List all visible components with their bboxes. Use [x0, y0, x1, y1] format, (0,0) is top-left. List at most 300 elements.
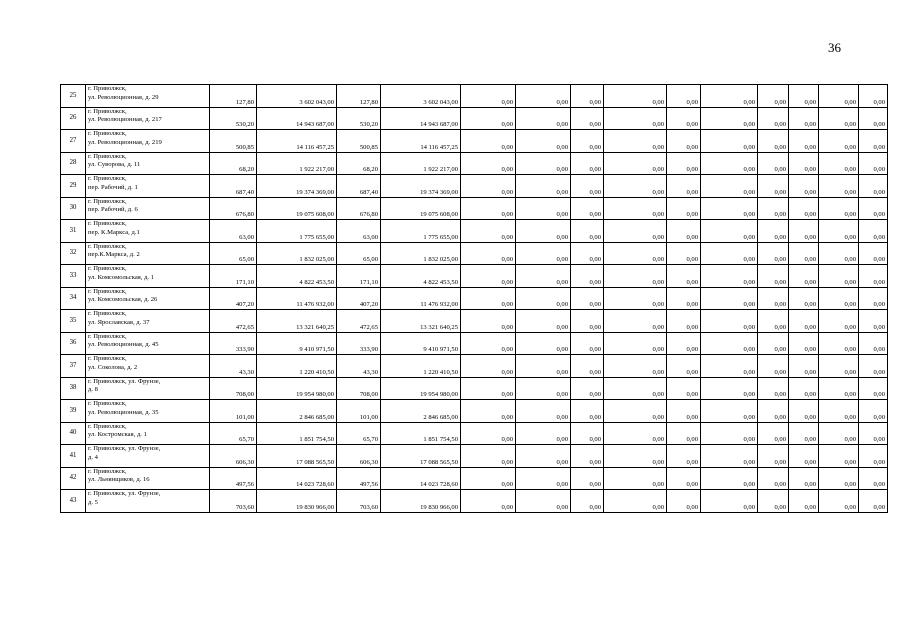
row-number: 42: [61, 467, 86, 490]
value-cell: 0,00: [604, 310, 667, 333]
value-cell: 0,00: [604, 377, 667, 400]
value-cell: 0,00: [859, 310, 888, 333]
cost-cell-2: 2 846 685,00: [381, 400, 461, 423]
value-cell: 0,00: [789, 197, 819, 220]
value-cell: 0,00: [604, 265, 667, 288]
address-line-1: г. Приволжск,: [88, 85, 127, 92]
value-cell: 0,00: [604, 355, 667, 378]
value-cell: 0,00: [819, 175, 859, 198]
table-row: [61, 310, 888, 333]
value-cell: 0,00: [819, 107, 859, 130]
value-cell: 0,00: [758, 197, 789, 220]
table-row: [61, 152, 888, 175]
total-cost-cell: 1 832 025,00: [257, 242, 337, 265]
total-area-cell: 472,65: [210, 310, 257, 333]
area-cell-2: 68,20: [337, 152, 381, 175]
table-row: [61, 332, 888, 355]
address-cell: [86, 310, 210, 333]
value-cell: 0,00: [571, 107, 604, 130]
total-area-cell: 333,90: [210, 332, 257, 355]
value-cell: 0,00: [461, 242, 516, 265]
value-cell: 0,00: [571, 490, 604, 513]
value-cell: 0,00: [516, 445, 571, 468]
area-cell-2: 407,20: [337, 287, 381, 310]
area-cell-2: 703,60: [337, 490, 381, 513]
value-cell: 0,00: [819, 265, 859, 288]
value-cell: 0,00: [604, 467, 667, 490]
row-number: 40: [61, 422, 86, 445]
value-cell: 0,00: [571, 197, 604, 220]
value-cell: 0,00: [667, 197, 701, 220]
value-cell: 0,00: [667, 310, 701, 333]
table-row: [61, 422, 888, 445]
address-line-2: ул. Революционная, д. 217: [88, 116, 162, 124]
value-cell: 0,00: [461, 400, 516, 423]
value-cell: 0,00: [819, 355, 859, 378]
value-cell: 0,00: [701, 467, 758, 490]
address-cell: [86, 242, 210, 265]
value-cell: 0,00: [461, 355, 516, 378]
area-cell-2: 708,00: [337, 377, 381, 400]
address-line-2: д. 8: [88, 386, 98, 394]
total-area-cell: 708,00: [210, 377, 257, 400]
value-cell: 0,00: [667, 400, 701, 423]
total-cost-cell: 17 088 565,50: [257, 445, 337, 468]
table-row: [61, 175, 888, 198]
value-cell: 0,00: [701, 175, 758, 198]
value-cell: 0,00: [667, 107, 701, 130]
value-cell: 0,00: [571, 377, 604, 400]
value-cell: 0,00: [604, 197, 667, 220]
value-cell: 0,00: [516, 130, 571, 153]
value-cell: 0,00: [461, 152, 516, 175]
value-cell: 0,00: [604, 220, 667, 243]
area-cell-2: 333,90: [337, 332, 381, 355]
total-cost-cell: 19 374 369,00: [257, 175, 337, 198]
area-cell-2: 65,00: [337, 242, 381, 265]
cost-cell-2: 1 220 410,50: [381, 355, 461, 378]
value-cell: 0,00: [819, 332, 859, 355]
total-area-cell: 703,60: [210, 490, 257, 513]
value-cell: 0,00: [604, 130, 667, 153]
value-cell: 0,00: [667, 152, 701, 175]
value-cell: 0,00: [819, 467, 859, 490]
address-line-1: г. Приволжск,: [88, 175, 127, 182]
value-cell: 0,00: [571, 287, 604, 310]
value-cell: 0,00: [859, 85, 888, 108]
value-cell: 0,00: [758, 152, 789, 175]
address-cell: [86, 152, 210, 175]
address-line-1: г. Приволжск, ул. Фрунзе,: [88, 445, 161, 452]
area-cell-2: 472,65: [337, 310, 381, 333]
value-cell: 0,00: [461, 85, 516, 108]
cost-cell-2: 13 321 640,25: [381, 310, 461, 333]
value-cell: 0,00: [667, 445, 701, 468]
value-cell: 0,00: [758, 130, 789, 153]
area-cell-2: 687,40: [337, 175, 381, 198]
address-cell: [86, 422, 210, 445]
address-line-1: г. Приволжск,: [88, 130, 127, 137]
value-cell: 0,00: [859, 332, 888, 355]
value-cell: 0,00: [571, 152, 604, 175]
address-line-2: пер. К.Маркса, д.1: [88, 228, 140, 236]
value-cell: 0,00: [758, 220, 789, 243]
value-cell: 0,00: [604, 152, 667, 175]
value-cell: 0,00: [789, 355, 819, 378]
address-line-2: ул. Костромская, д. 1: [88, 431, 147, 439]
value-cell: 0,00: [461, 467, 516, 490]
value-cell: 0,00: [571, 265, 604, 288]
value-cell: 0,00: [571, 355, 604, 378]
area-cell-2: 606,30: [337, 445, 381, 468]
table-row: [61, 355, 888, 378]
value-cell: 0,00: [461, 445, 516, 468]
value-cell: 0,00: [819, 377, 859, 400]
total-cost-cell: 13 321 640,25: [257, 310, 337, 333]
row-number: 28: [61, 152, 86, 175]
value-cell: 0,00: [571, 130, 604, 153]
value-cell: 0,00: [758, 310, 789, 333]
value-cell: 0,00: [819, 287, 859, 310]
total-cost-cell: 14 116 457,25: [257, 130, 337, 153]
value-cell: 0,00: [859, 377, 888, 400]
value-cell: 0,00: [701, 85, 758, 108]
total-area-cell: 68,20: [210, 152, 257, 175]
value-cell: 0,00: [516, 332, 571, 355]
row-number: 33: [61, 265, 86, 288]
value-cell: 0,00: [571, 242, 604, 265]
value-cell: 0,00: [758, 107, 789, 130]
value-cell: 0,00: [701, 310, 758, 333]
value-cell: 0,00: [516, 287, 571, 310]
area-cell-2: 676,80: [337, 197, 381, 220]
address-line-1: г. Приволжск,: [88, 287, 127, 295]
value-cell: 0,00: [667, 332, 701, 355]
value-cell: 0,00: [667, 422, 701, 445]
address-line-2: ул. Ярославская, д. 37: [88, 318, 150, 326]
area-cell-2: 497,56: [337, 467, 381, 490]
total-area-cell: 127,80: [210, 85, 257, 108]
value-cell: 0,00: [516, 310, 571, 333]
value-cell: 0,00: [819, 490, 859, 513]
value-cell: 0,00: [571, 467, 604, 490]
address-cell: [86, 445, 210, 468]
value-cell: 0,00: [701, 332, 758, 355]
address-line-2: ул. Льнянщиков, д. 16: [88, 476, 150, 484]
total-area-cell: 676,80: [210, 197, 257, 220]
address-cell: [86, 130, 210, 153]
value-cell: 0,00: [789, 490, 819, 513]
value-cell: 0,00: [859, 355, 888, 378]
value-cell: 0,00: [758, 467, 789, 490]
value-cell: 0,00: [461, 107, 516, 130]
table-row: [61, 197, 888, 220]
row-number: 25: [61, 85, 86, 108]
value-cell: 0,00: [819, 197, 859, 220]
area-cell-2: 43,30: [337, 355, 381, 378]
area-cell-2: 171,10: [337, 265, 381, 288]
cost-cell-2: 19 830 966,00: [381, 490, 461, 513]
value-cell: 0,00: [859, 220, 888, 243]
value-cell: 0,00: [859, 130, 888, 153]
value-cell: 0,00: [461, 220, 516, 243]
value-cell: 0,00: [667, 287, 701, 310]
value-cell: 0,00: [789, 130, 819, 153]
value-cell: 0,00: [701, 490, 758, 513]
total-area-cell: 687,40: [210, 175, 257, 198]
value-cell: 0,00: [571, 175, 604, 198]
value-cell: 0,00: [701, 265, 758, 288]
buildings-table: [60, 84, 888, 513]
cost-cell-2: 14 116 457,25: [381, 130, 461, 153]
value-cell: 0,00: [758, 377, 789, 400]
total-cost-cell: 1 220 410,50: [257, 355, 337, 378]
area-cell-2: 127,80: [337, 85, 381, 108]
value-cell: 0,00: [571, 220, 604, 243]
address-line-1: г. Приволжск,: [88, 310, 127, 317]
table-row: [61, 467, 888, 490]
address-line-2: ул. Революционная, д. 29: [88, 93, 159, 101]
total-cost-cell: 1 922 217,00: [257, 152, 337, 175]
value-cell: 0,00: [859, 197, 888, 220]
total-cost-cell: 14 943 687,00: [257, 107, 337, 130]
value-cell: 0,00: [667, 355, 701, 378]
value-cell: 0,00: [758, 242, 789, 265]
address-cell: [86, 220, 210, 243]
table-row: [61, 130, 888, 153]
total-cost-cell: 9 410 971,50: [257, 332, 337, 355]
total-area-cell: 65,70: [210, 422, 257, 445]
value-cell: 0,00: [516, 107, 571, 130]
address-line-1: г. Приволжск,: [88, 467, 127, 475]
total-cost-cell: 11 476 932,00: [257, 287, 337, 310]
total-area-cell: 63,00: [210, 220, 257, 243]
value-cell: 0,00: [667, 220, 701, 243]
value-cell: 0,00: [819, 152, 859, 175]
value-cell: 0,00: [461, 175, 516, 198]
value-cell: 0,00: [516, 400, 571, 423]
total-cost-cell: 4 822 453,50: [257, 265, 337, 288]
address-cell: [86, 377, 210, 400]
value-cell: 0,00: [789, 220, 819, 243]
area-cell-2: 63,00: [337, 220, 381, 243]
value-cell: 0,00: [516, 85, 571, 108]
cost-cell-2: 3 602 043,00: [381, 85, 461, 108]
value-cell: 0,00: [604, 242, 667, 265]
value-cell: 0,00: [789, 152, 819, 175]
value-cell: 0,00: [604, 287, 667, 310]
address-line-2: д. 5: [88, 498, 98, 506]
address-line-1: г. Приволжск,: [88, 107, 127, 115]
cost-cell-2: 14 023 728,60: [381, 467, 461, 490]
address-line-2: пер. Рабочий, д. 1: [88, 183, 138, 191]
value-cell: 0,00: [819, 310, 859, 333]
row-number: 34: [61, 287, 86, 310]
cost-cell-2: 19 075 608,00: [381, 197, 461, 220]
total-cost-cell: 19 830 966,00: [257, 490, 337, 513]
value-cell: 0,00: [571, 400, 604, 423]
value-cell: 0,00: [701, 220, 758, 243]
cost-cell-2: 1 851 754,50: [381, 422, 461, 445]
address-cell: [86, 265, 210, 288]
value-cell: 0,00: [819, 85, 859, 108]
total-area-cell: 500,85: [210, 130, 257, 153]
value-cell: 0,00: [789, 85, 819, 108]
table-row: [61, 490, 888, 513]
value-cell: 0,00: [789, 265, 819, 288]
address-line-2: ул. Суворова, д. 11: [88, 161, 141, 169]
table-row: [61, 85, 888, 108]
value-cell: 0,00: [461, 130, 516, 153]
value-cell: 0,00: [758, 287, 789, 310]
area-cell-2: 530,20: [337, 107, 381, 130]
value-cell: 0,00: [571, 422, 604, 445]
address-line-2: д. 4: [88, 453, 98, 461]
value-cell: 0,00: [859, 445, 888, 468]
total-cost-cell: 1 851 754,50: [257, 422, 337, 445]
value-cell: 0,00: [819, 242, 859, 265]
value-cell: 0,00: [604, 175, 667, 198]
address-line-1: г. Приволжск,: [88, 242, 127, 250]
value-cell: 0,00: [516, 490, 571, 513]
value-cell: 0,00: [461, 265, 516, 288]
cost-cell-2: 19 954 980,00: [381, 377, 461, 400]
table-row: [61, 287, 888, 310]
cost-cell-2: 9 410 971,50: [381, 332, 461, 355]
cost-cell-2: 14 943 687,00: [381, 107, 461, 130]
value-cell: 0,00: [701, 242, 758, 265]
value-cell: 0,00: [516, 197, 571, 220]
row-number: 43: [61, 490, 86, 513]
total-cost-cell: 1 775 655,00: [257, 220, 337, 243]
total-area-cell: 497,56: [210, 467, 257, 490]
value-cell: 0,00: [859, 467, 888, 490]
total-area-cell: 606,30: [210, 445, 257, 468]
value-cell: 0,00: [571, 332, 604, 355]
value-cell: 0,00: [819, 220, 859, 243]
table-row: [61, 445, 888, 468]
address-line-1: г. Приволжск, ул. Фрунзе,: [88, 377, 161, 385]
table-row: [61, 377, 888, 400]
address-line-2: ул. Комсомольская, д. 26: [88, 296, 158, 304]
value-cell: 0,00: [604, 85, 667, 108]
value-cell: 0,00: [859, 152, 888, 175]
total-cost-cell: 14 023 728,60: [257, 467, 337, 490]
total-cost-cell: 3 602 043,00: [257, 85, 337, 108]
value-cell: 0,00: [701, 107, 758, 130]
value-cell: 0,00: [758, 265, 789, 288]
value-cell: 0,00: [604, 332, 667, 355]
address-line-1: г. Приволжск, ул. Фрунзе,: [88, 490, 161, 497]
row-number: 26: [61, 107, 86, 130]
value-cell: 0,00: [758, 355, 789, 378]
address-line-2: ул. Революционная, д. 45: [88, 341, 159, 349]
value-cell: 0,00: [859, 400, 888, 423]
value-cell: 0,00: [516, 467, 571, 490]
value-cell: 0,00: [516, 265, 571, 288]
value-cell: 0,00: [789, 287, 819, 310]
value-cell: 0,00: [789, 175, 819, 198]
address-cell: [86, 175, 210, 198]
value-cell: 0,00: [571, 445, 604, 468]
value-cell: 0,00: [667, 377, 701, 400]
table-row: [61, 400, 888, 423]
value-cell: 0,00: [667, 130, 701, 153]
address-cell: [86, 332, 210, 355]
total-area-cell: 171,10: [210, 265, 257, 288]
row-number: 36: [61, 332, 86, 355]
value-cell: 0,00: [461, 310, 516, 333]
value-cell: 0,00: [701, 377, 758, 400]
value-cell: 0,00: [859, 490, 888, 513]
address-line-1: г. Приволжск,: [88, 152, 127, 160]
table-row: [61, 242, 888, 265]
value-cell: 0,00: [758, 422, 789, 445]
cost-cell-2: 1 922 217,00: [381, 152, 461, 175]
value-cell: 0,00: [758, 175, 789, 198]
value-cell: 0,00: [667, 490, 701, 513]
value-cell: 0,00: [461, 197, 516, 220]
row-number: 29: [61, 175, 86, 198]
address-cell: [86, 85, 210, 108]
row-number: 32: [61, 242, 86, 265]
value-cell: 0,00: [461, 422, 516, 445]
table-row: [61, 107, 888, 130]
value-cell: 0,00: [789, 400, 819, 423]
cost-cell-2: 17 088 565,50: [381, 445, 461, 468]
value-cell: 0,00: [461, 332, 516, 355]
value-cell: 0,00: [859, 422, 888, 445]
value-cell: 0,00: [667, 85, 701, 108]
value-cell: 0,00: [789, 445, 819, 468]
address-line-2: ул. Революционная, д. 35: [88, 408, 159, 416]
value-cell: 0,00: [667, 175, 701, 198]
value-cell: 0,00: [516, 152, 571, 175]
value-cell: 0,00: [789, 422, 819, 445]
address-cell: [86, 400, 210, 423]
value-cell: 0,00: [819, 422, 859, 445]
value-cell: 0,00: [571, 310, 604, 333]
value-cell: 0,00: [859, 107, 888, 130]
page-number: 36: [828, 40, 841, 55]
value-cell: 0,00: [516, 355, 571, 378]
address-line-1: г. Приволжск,: [88, 265, 127, 272]
value-cell: 0,00: [819, 130, 859, 153]
address-cell: [86, 197, 210, 220]
value-cell: 0,00: [859, 242, 888, 265]
table-row: [61, 265, 888, 288]
value-cell: 0,00: [571, 85, 604, 108]
area-cell-2: 65,70: [337, 422, 381, 445]
value-cell: 0,00: [604, 445, 667, 468]
value-cell: 0,00: [859, 175, 888, 198]
value-cell: 0,00: [461, 490, 516, 513]
cost-cell-2: 1 832 025,00: [381, 242, 461, 265]
value-cell: 0,00: [701, 422, 758, 445]
value-cell: 0,00: [758, 445, 789, 468]
value-cell: 0,00: [789, 107, 819, 130]
total-area-cell: 407,20: [210, 287, 257, 310]
value-cell: 0,00: [516, 220, 571, 243]
value-cell: 0,00: [789, 467, 819, 490]
address-line-1: г. Приволжск,: [88, 220, 127, 227]
value-cell: 0,00: [604, 107, 667, 130]
area-cell-2: 101,00: [337, 400, 381, 423]
value-cell: 0,00: [667, 265, 701, 288]
total-cost-cell: 19 075 608,00: [257, 197, 337, 220]
value-cell: 0,00: [758, 400, 789, 423]
row-number: 41: [61, 445, 86, 468]
